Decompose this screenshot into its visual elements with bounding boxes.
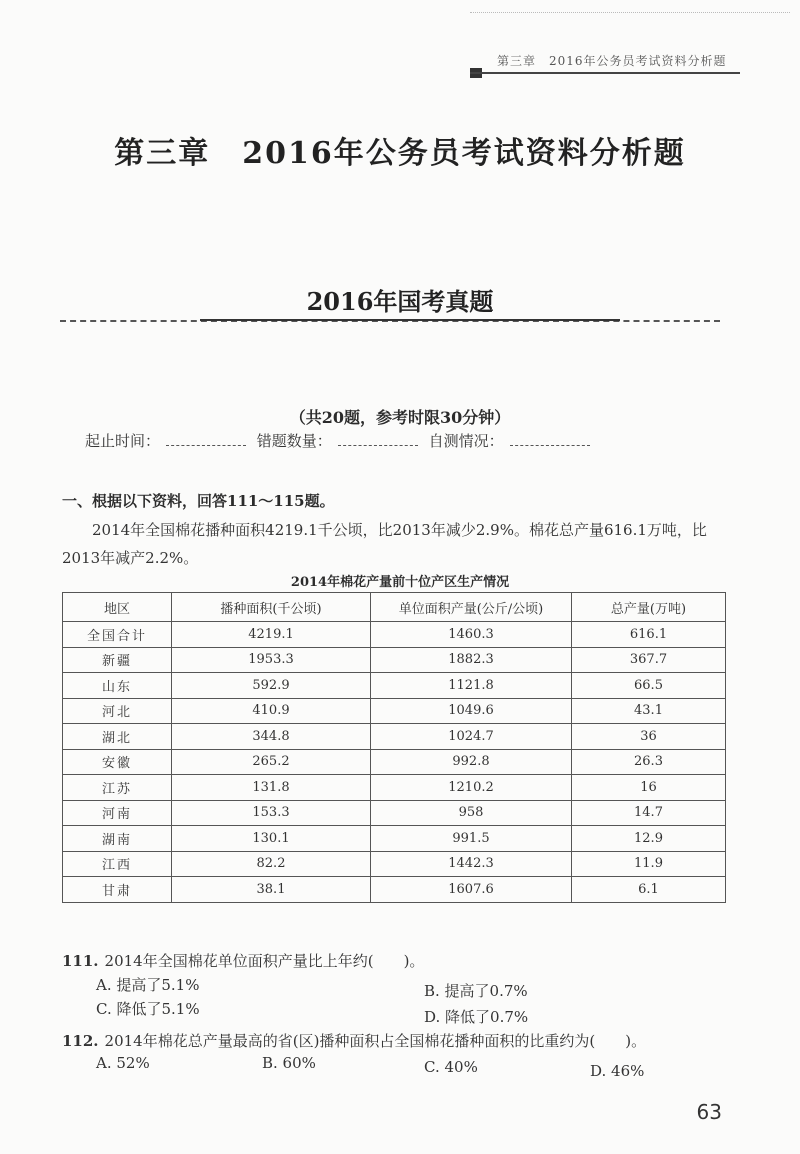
output-cell: 16 [572, 775, 726, 801]
yield-cell: 1024.7 [371, 724, 572, 750]
region-cell: 河北 [63, 698, 172, 724]
table-row [63, 851, 726, 877]
table-body [63, 622, 726, 903]
option-112-b[interactable]: B. 60% [262, 1054, 316, 1072]
option-111-a[interactable]: A. 提高了5.1% [96, 976, 200, 994]
yield-cell: 991.5 [371, 826, 572, 852]
output-cell: 11.9 [572, 851, 726, 877]
output-cell: 26.3 [572, 749, 726, 775]
area-cell: 592.9 [172, 673, 371, 699]
table-header-row [63, 593, 726, 622]
output-cell: 14.7 [572, 800, 726, 826]
cotton-table [62, 592, 726, 903]
question-number: 112. [62, 1032, 99, 1050]
question-112 [62, 1030, 646, 1051]
table-row [63, 877, 726, 903]
table-row [63, 698, 726, 724]
option-112-a[interactable]: A. 52% [96, 1054, 150, 1072]
page-number: 63 [696, 1100, 722, 1124]
header-area: 播种面积(千公顷) [172, 593, 371, 622]
yield-cell: 1049.6 [371, 698, 572, 724]
running-header-rule [470, 72, 740, 74]
subtitle: （共20题，参考时限30分钟） [289, 408, 511, 427]
header-yield: 单位面积产量(公斤/公顷) [371, 593, 572, 622]
table-row [63, 673, 726, 699]
material-paragraph: 2014年全国棉花播种面积4219.1千公顷，比2013年减少2.9%。棉花总产量616.1万吨，比2013年减产2.2%。 [62, 521, 707, 567]
yield-cell: 1460.3 [371, 622, 572, 648]
table-row [63, 775, 726, 801]
yield-cell: 958 [371, 800, 572, 826]
section-rule-solid [200, 319, 620, 321]
table-row [63, 749, 726, 775]
area-cell: 82.2 [172, 851, 371, 877]
header-output: 总产量(万吨) [572, 593, 726, 622]
region-cell: 江西 [63, 851, 172, 877]
area-cell: 130.1 [172, 826, 371, 852]
area-cell: 38.1 [172, 877, 371, 903]
region-cell: 安徽 [63, 749, 172, 775]
option-112-d[interactable]: D. 46% [590, 1062, 645, 1080]
area-cell: 265.2 [172, 749, 371, 775]
wrong-count-label: 错题数量： [256, 432, 332, 450]
area-cell: 4219.1 [172, 622, 371, 648]
output-cell: 43.1 [572, 698, 726, 724]
option-112-c[interactable]: C. 40% [424, 1058, 478, 1076]
yield-cell: 992.8 [371, 749, 572, 775]
area-cell: 344.8 [172, 724, 371, 750]
region-cell: 山东 [63, 673, 172, 699]
self-eval-label: 自测情况： [428, 432, 504, 450]
header-region: 地区 [63, 593, 172, 622]
running-header: 第三章 2016年公务员考试资料分析题 [497, 54, 727, 68]
table-title: 2014年棉花产量前十位产区生产情况 [290, 575, 510, 590]
option-111-b[interactable]: B. 提高了0.7% [424, 982, 528, 1000]
option-111-c[interactable]: C. 降低了5.1% [96, 1000, 200, 1018]
region-cell: 湖南 [63, 826, 172, 852]
start-time-label: 起止时间： [85, 432, 161, 450]
output-cell: 367.7 [572, 647, 726, 673]
table-row [63, 724, 726, 750]
start-time-blank[interactable] [166, 433, 246, 446]
question-111 [62, 950, 424, 971]
area-cell: 410.9 [172, 698, 371, 724]
area-cell: 153.3 [172, 800, 371, 826]
table-row [63, 647, 726, 673]
question-intro: 一、根据以下资料，回答111～115题。 [62, 492, 335, 510]
output-cell: 36 [572, 724, 726, 750]
yield-cell: 1607.6 [371, 877, 572, 903]
region-cell: 新疆 [63, 647, 172, 673]
yield-cell: 1121.8 [371, 673, 572, 699]
region-cell: 甘肃 [63, 877, 172, 903]
region-cell: 河南 [63, 800, 172, 826]
table-row [63, 800, 726, 826]
header-dotted-rule [470, 12, 790, 13]
question-text: 2014年棉花总产量最高的省(区)播种面积占全国棉花播种面积的比重约为( )。 [104, 1032, 647, 1050]
output-cell: 6.1 [572, 877, 726, 903]
output-cell: 12.9 [572, 826, 726, 852]
option-111-d[interactable]: D. 降低了0.7% [424, 1008, 529, 1026]
table-row [63, 826, 726, 852]
question-number: 111. [62, 952, 99, 970]
output-cell: 616.1 [572, 622, 726, 648]
area-cell: 1953.3 [172, 647, 371, 673]
table-row [63, 622, 726, 648]
region-cell: 全国合计 [63, 622, 172, 648]
output-cell: 66.5 [572, 673, 726, 699]
self-eval-blank[interactable] [510, 433, 590, 446]
region-cell: 湖北 [63, 724, 172, 750]
yield-cell: 1882.3 [371, 647, 572, 673]
section-title: 2016年国考真题 [306, 287, 494, 316]
region-cell: 江苏 [63, 775, 172, 801]
yield-cell: 1442.3 [371, 851, 572, 877]
wrong-count-blank[interactable] [338, 433, 418, 446]
yield-cell: 1210.2 [371, 775, 572, 801]
chapter-title: 第三章 2016年公务员考试资料分析题 [114, 136, 686, 171]
record-fields [85, 430, 596, 451]
area-cell: 131.8 [172, 775, 371, 801]
question-text: 2014年全国棉花单位面积产量比上年约( )。 [104, 952, 425, 970]
